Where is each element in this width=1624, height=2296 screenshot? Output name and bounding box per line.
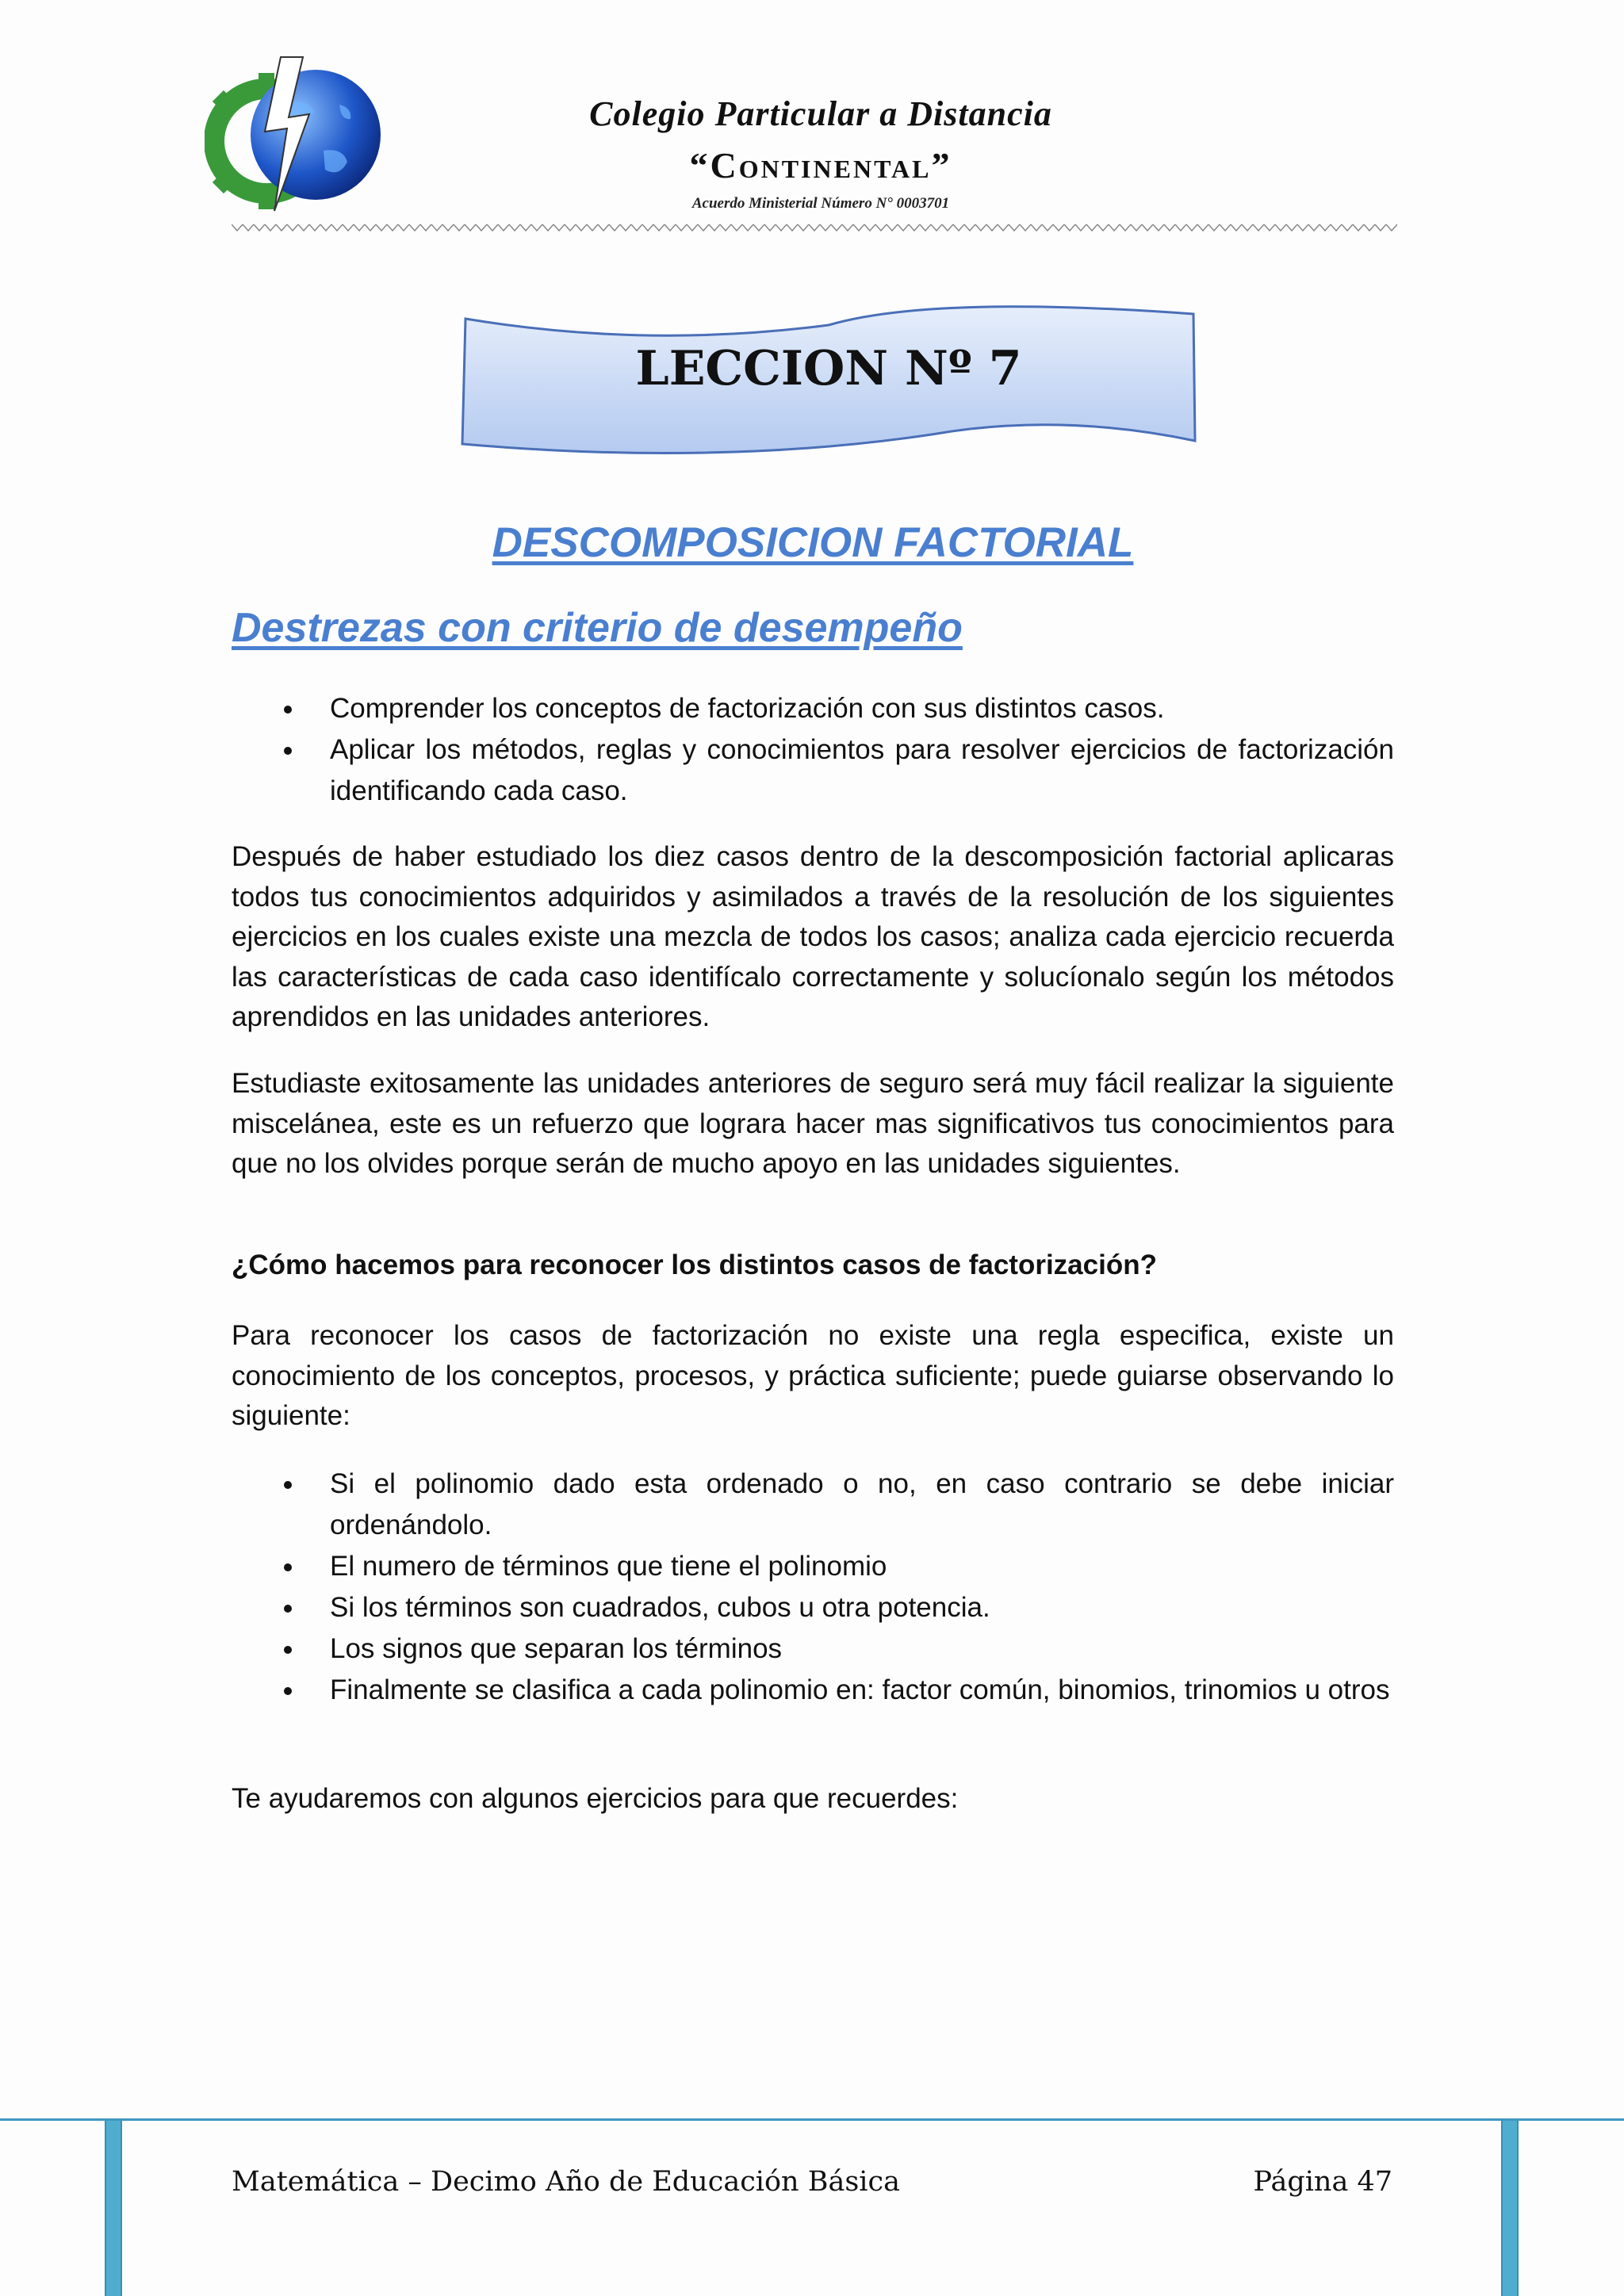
bullet-icon: [284, 1687, 292, 1695]
list-item: Si los términos son cuadrados, cubos u otra potencia.: [232, 1587, 1394, 1628]
list-item: El numero de términos que tiene el polinomio: [232, 1546, 1394, 1587]
bullet-icon: [284, 706, 292, 714]
bullet-icon: [284, 1646, 292, 1654]
footer-subject: Matemática – Decimo Año de Educación Básica: [232, 2166, 900, 2198]
page-number: Página 47: [1253, 2166, 1392, 2198]
subsection-title: Destrezas con criterio de desempeño: [232, 605, 963, 651]
school-subtitle: “Continental”: [689, 145, 952, 186]
question-heading: ¿Cómo hacemos para reconocer los distintos casos de factorización?: [232, 1249, 1157, 1280]
bullet-icon: [284, 1563, 292, 1571]
paragraph: Para reconocer los casos de factorización no existe una regla especifica, existe un conocimiento de los conceptos, procesos, y práctica suficiente; puede guiarse observando lo siguiente:: [232, 1320, 1394, 1431]
bullet-icon: [284, 1605, 292, 1613]
criteria-list: [232, 1464, 1394, 1711]
header-divider: [232, 222, 1397, 233]
bullet-icon: [284, 1481, 292, 1489]
closing-text: Te ayudaremos con algunos ejercicios para que recuerdes:: [232, 1783, 959, 1814]
list-item: Si el polinomio dado esta ordenado o no, en caso contrario se debe iniciar ordenándolo.: [232, 1464, 1394, 1546]
list-item: Aplicar los métodos, reglas y conocimientos para resolver ejercicios de factorización identificando cada caso.: [232, 729, 1394, 812]
ministerial-agreement: Acuerdo Ministerial Número N° 0003701: [691, 195, 950, 212]
school-logo: [205, 55, 392, 222]
list-item: Finalmente se clasifica a cada polinomio en: factor común, binomios, trinomios u otros: [232, 1670, 1394, 1711]
bullet-icon: [284, 747, 292, 755]
footer-divider: [0, 2118, 1624, 2121]
footer-left-bar: [105, 2121, 122, 2296]
skills-list: [232, 688, 1394, 812]
paragraph: Estudiaste exitosamente las unidades anteriores de seguro será muy fácil realizar la siguiente miscelánea, este es un refuerzo que lograra hacer mas significativos tus conocimientos para que no los olvides porque serán de mucho apoyo en las unidades siguientes.: [232, 1068, 1394, 1179]
lesson-title: LECCION Nº 7: [635, 341, 1022, 396]
footer-right-bar: [1501, 2121, 1519, 2296]
school-name: Colegio Particular a Distancia: [589, 94, 1052, 133]
paragraph: Después de haber estudiado los diez casos dentro de la descomposición factorial aplicaras todos tus conocimientos adquiridos y asimilados a través de la resolución de los siguientes ejercicios en los cuales existe una mezcla de todos los casos; analiza cada ejercicio recuerda las características de cada caso identifícalo correctamente y solucíonalo según los métodos aprendidos en las unidades anteriores.: [232, 841, 1394, 1032]
section-title: DESCOMPOSICION FACTORIAL: [492, 519, 1134, 566]
list-item: Los signos que separan los términos: [232, 1628, 1394, 1670]
list-item: Comprender los conceptos de factorización con sus distintos casos.: [232, 688, 1394, 729]
